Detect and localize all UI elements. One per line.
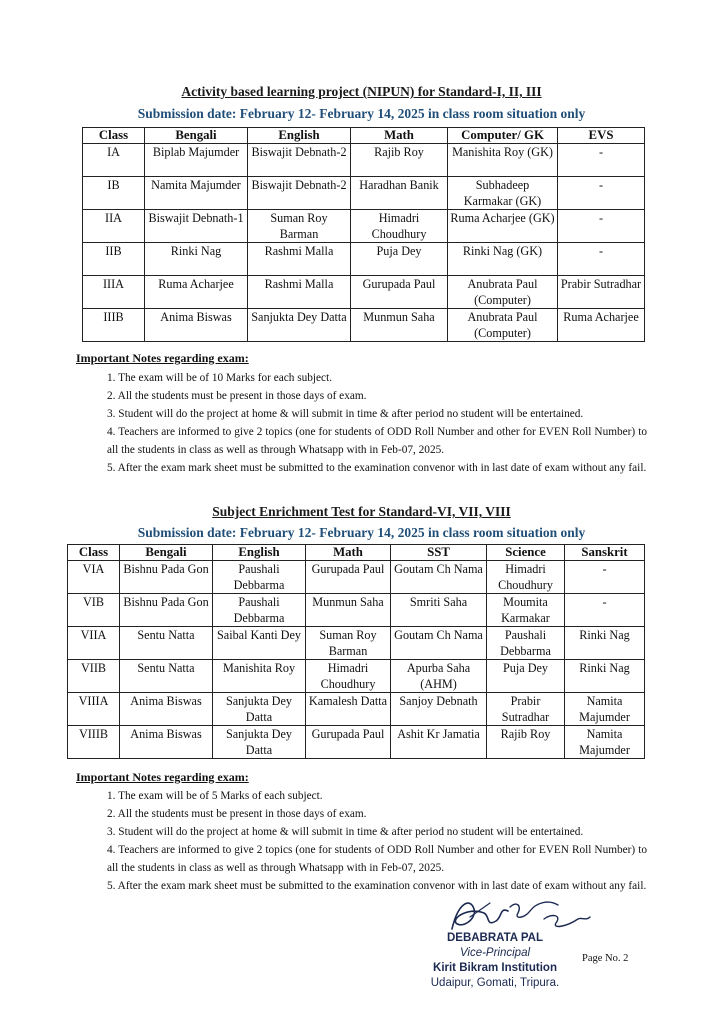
teacher-cell: Paushali Debbarma [213, 594, 306, 627]
teacher-cell: Anubrata Paul (Computer) [448, 309, 558, 342]
teacher-cell: Saibal Kanti Dey [213, 627, 306, 660]
teacher-cell: Namita Majumder [565, 693, 645, 726]
column-header: Computer/ GK [448, 128, 558, 144]
class-cell: IIA [83, 210, 145, 243]
column-header: SST [391, 545, 487, 561]
column-header: Bengali [120, 545, 213, 561]
teacher-cell: Goutam Ch Nama [391, 561, 487, 594]
class-cell: IA [83, 144, 145, 177]
teacher-cell: Ruma Acharjee [558, 309, 645, 342]
table-row [68, 594, 645, 627]
note-item: 4. Teachers are informed to give 2 topics (one for students of ODD Roll Number and other for EVEN Roll Number) to all the students in class as well as through Whatsapp with in Feb-07, 2025. [107, 426, 647, 456]
column-header: English [213, 545, 306, 561]
table-row [68, 627, 645, 660]
teacher-cell: Anima Biswas [145, 309, 248, 342]
table-header-row [83, 128, 645, 144]
column-header: Sanskrit [565, 545, 645, 561]
page-number: Page No. 2 [582, 953, 629, 964]
teacher-cell: Himadri Choudhury [306, 660, 391, 693]
teacher-cell: - [558, 243, 645, 276]
teacher-cell: Moumita Karmakar [487, 594, 565, 627]
teacher-cell: Prabir Sutradhar [487, 693, 565, 726]
teacher-cell: Himadri Choudhury [487, 561, 565, 594]
table-row [83, 177, 645, 210]
teacher-cell: Paushali Debbarma [213, 561, 306, 594]
table-row [83, 210, 645, 243]
teacher-cell: - [558, 210, 645, 243]
signature-block [395, 931, 595, 991]
teacher-cell: - [558, 177, 645, 210]
teacher-cell: Smriti Saha [391, 594, 487, 627]
class-cell: VIIIA [68, 693, 120, 726]
teacher-cell: Bishnu Pada Gon [120, 594, 213, 627]
teacher-cell: Puja Dey [351, 243, 448, 276]
column-header: Math [306, 545, 391, 561]
teacher-cell: Sanjukta Dey Datta [248, 309, 351, 342]
note-item: 2. All the students must be present in those days of exam. [107, 808, 367, 820]
teacher-cell: Bishnu Pada Gon [120, 561, 213, 594]
teacher-cell: Apurba Saha (AHM) [391, 660, 487, 693]
teacher-cell: Rinki Nag [565, 660, 645, 693]
teacher-cell: Subhadeep Karmakar (GK) [448, 177, 558, 210]
teacher-cell: Ruma Acharjee (GK) [448, 210, 558, 243]
section1-notes-heading: Important Notes regarding exam: [76, 351, 249, 365]
teacher-cell: Gurupada Paul [351, 276, 448, 309]
teacher-cell: Rashmi Malla [248, 276, 351, 309]
teacher-cell: Rajib Roy [487, 726, 565, 759]
teacher-cell: Suman Roy Barman [306, 627, 391, 660]
section2-title: Subject Enrichment Test for Standard-VI, VII, VIII [212, 504, 511, 519]
teacher-cell: Sentu Natta [120, 660, 213, 693]
class-cell: VIIB [68, 660, 120, 693]
teacher-cell: Suman Roy Barman [248, 210, 351, 243]
teacher-cell: Ashit Kr Jamatia [391, 726, 487, 759]
note-item: 4. Teachers are informed to give 2 topics (one for students of ODD Roll Number and other for EVEN Roll Number) to all the students in class as well as through Whatsapp with in Feb-07, 2025. [107, 844, 647, 874]
teacher-cell: Munmun Saha [351, 309, 448, 342]
class-cell: VIIA [68, 627, 120, 660]
column-header: Class [68, 545, 120, 561]
teacher-cell: Rinki Nag [565, 627, 645, 660]
teacher-cell: Rinki Nag (GK) [448, 243, 558, 276]
section1-notes-list [107, 369, 647, 477]
teacher-cell: Manishita Roy [213, 660, 306, 693]
teacher-cell: Paushali Debbarma [487, 627, 565, 660]
teacher-cell: Haradhan Banik [351, 177, 448, 210]
teacher-cell: Kamalesh Datta [306, 693, 391, 726]
teacher-cell: - [565, 561, 645, 594]
teacher-cell: Sentu Natta [120, 627, 213, 660]
table-row [83, 243, 645, 276]
teacher-cell: Biswajit Debnath-1 [145, 210, 248, 243]
teacher-cell: Manishita Roy (GK) [448, 144, 558, 177]
teacher-cell: Prabir Sutradhar [558, 276, 645, 309]
teacher-cell: Anima Biswas [120, 726, 213, 759]
teacher-cell: Gurupada Paul [306, 726, 391, 759]
standard-1-3-table [82, 127, 645, 342]
section1-title: Activity based learning project (NIPUN) for Standard-I, II, III [181, 84, 542, 99]
column-header: Class [83, 128, 145, 144]
teacher-cell: Munmun Saha [306, 594, 391, 627]
teacher-cell: Namita Majumder [145, 177, 248, 210]
section1-subtitle: Submission date: February 12- February 14, 2025 in class room situation only [137, 106, 586, 121]
class-cell: VIIIB [68, 726, 120, 759]
signatory-name: DEBABRATA PAL [446, 932, 544, 944]
signatory-designation: Vice-Principal [459, 947, 531, 959]
note-item: 3. Student will do the project at home & will submit in time & after period no student will be entertained. [107, 408, 584, 420]
class-cell: IIIA [83, 276, 145, 309]
column-header: Bengali [145, 128, 248, 144]
section2-subtitle: Submission date: February 12- February 14, 2025 in class room situation only [137, 525, 586, 540]
teacher-cell: Anubrata Paul (Computer) [448, 276, 558, 309]
section2-notes-heading: Important Notes regarding exam: [76, 770, 249, 784]
note-item: 1. The exam will be of 10 Marks for each subject. [107, 372, 333, 384]
teacher-cell: Rashmi Malla [248, 243, 351, 276]
column-header: Math [351, 128, 448, 144]
teacher-cell: - [565, 594, 645, 627]
column-header: EVS [558, 128, 645, 144]
institution-name: Kirit Bikram Institution [433, 962, 557, 974]
class-cell: IIIB [83, 309, 145, 342]
teacher-cell: Gurupada Paul [306, 561, 391, 594]
teacher-cell: Namita Majumder [565, 726, 645, 759]
teacher-cell: Biswajit Debnath-2 [248, 144, 351, 177]
table-row [83, 309, 645, 342]
teacher-cell: Goutam Ch Nama [391, 627, 487, 660]
section2-notes-list [107, 787, 647, 895]
class-cell: VIB [68, 594, 120, 627]
note-item: 2. All the students must be present in those days of exam. [107, 390, 367, 402]
teacher-cell: Sanjukta Dey Datta [213, 726, 306, 759]
teacher-cell: Puja Dey [487, 660, 565, 693]
table-row [68, 660, 645, 693]
teacher-cell: Biswajit Debnath-2 [248, 177, 351, 210]
table-row [83, 276, 645, 309]
class-cell: VIA [68, 561, 120, 594]
note-item: 5. After the exam mark sheet must be submitted to the examination convenor with in last date of exam without any fail. [107, 462, 647, 474]
table-header-row [68, 545, 645, 561]
teacher-cell: Ruma Acharjee [145, 276, 248, 309]
teacher-cell: Sanjoy Debnath [391, 693, 487, 726]
teacher-cell: Sanjukta Dey Datta [213, 693, 306, 726]
teacher-cell: Rinki Nag [145, 243, 248, 276]
teacher-cell: Biplab Majumder [145, 144, 248, 177]
institution-address: Udaipur, Gomati, Tripura. [430, 977, 560, 989]
table-row [68, 693, 645, 726]
column-header: Science [487, 545, 565, 561]
note-item: 5. After the exam mark sheet must be submitted to the examination convenor with in last date of exam without any fail. [107, 880, 647, 892]
standard-6-8-table [67, 544, 645, 759]
teacher-cell: Rajib Roy [351, 144, 448, 177]
column-header: English [248, 128, 351, 144]
teacher-cell: Anima Biswas [120, 693, 213, 726]
teacher-cell: - [558, 144, 645, 177]
table-row [68, 561, 645, 594]
teacher-cell: Himadri Choudhury [351, 210, 448, 243]
table-row [83, 144, 645, 177]
note-item: 3. Student will do the project at home & will submit in time & after period no student will be entertained. [107, 826, 584, 838]
class-cell: IIB [83, 243, 145, 276]
class-cell: IB [83, 177, 145, 210]
note-item: 1. The exam will be of 5 Marks of each subject. [107, 790, 323, 802]
table-row [68, 726, 645, 759]
